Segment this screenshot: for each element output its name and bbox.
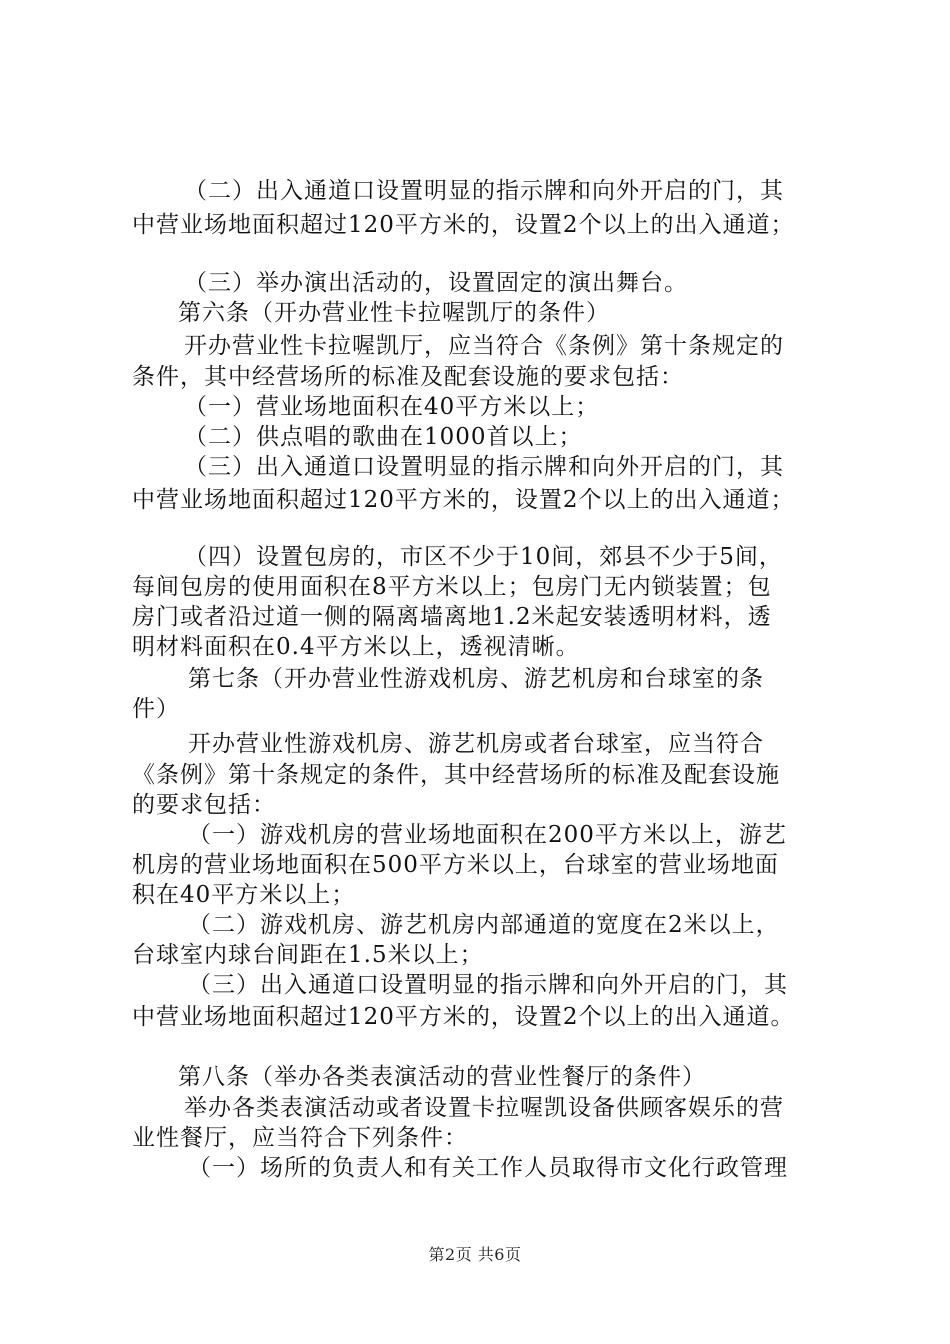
article-heading: 第八条（举办各类表演活动的营业性餐厅的条件） — [178, 1064, 706, 1090]
paragraph-line: （一）场所的负责人和有关工作人员取得市文化行政管理 — [188, 1155, 788, 1181]
paragraph-line: （三）出入通道口设置明显的指示牌和向外开启的门，其 — [184, 454, 784, 480]
paragraph-line: 中营业场地面积超过120平方米的，设置2个以上的出入通道； — [132, 212, 795, 238]
paragraph-line: 开办营业性游戏机房、游艺机房或者台球室，应当符合 — [188, 731, 764, 757]
page-footer: 第2页 共6页 — [428, 1245, 522, 1264]
paragraph-line: 明材料面积在0.4平方米以上，透视清晰。 — [132, 634, 580, 660]
paragraph-line: 中营业场地面积超过120平方米的，设置2个以上的出入通道。 — [132, 1004, 795, 1030]
paragraph-line: （二）供点唱的歌曲在1000首以上； — [184, 424, 583, 450]
paragraph-line: （二）出入通道口设置明显的指示牌和向外开启的门，其 — [184, 178, 784, 204]
paragraph-line: 机房的营业场地面积在500平方米以上，台球室的营业场地面 — [132, 852, 779, 878]
paragraph-line: 举办各类表演活动或者设置卡拉喔凯设备供顾客娱乐的营 — [184, 1095, 784, 1121]
paragraph-line: （一）游戏机房的营业场地面积在200平方米以上，游艺 — [188, 822, 787, 848]
paragraph-line: （四）设置包房的，市区不少于10间，郊县不少于5间， — [184, 544, 783, 570]
paragraph-line: 台球室内球台间距在1.5米以上； — [132, 942, 484, 968]
paragraph-line: （三）举办演出活动的，设置固定的演出舞台。 — [184, 270, 688, 296]
paragraph-line: 业性餐厅，应当符合下列条件： — [132, 1125, 468, 1151]
paragraph-line: 每间包房的使用面积在8平方米以上；包房门无内锁装置；包 — [132, 574, 772, 600]
paragraph-line: 中营业场地面积超过120平方米的，设置2个以上的出入通道； — [132, 487, 795, 513]
paragraph-line: 积在40平方米以上； — [132, 882, 356, 908]
paragraph-line: （三）出入通道口设置明显的指示牌和向外开启的门，其 — [188, 972, 788, 998]
paragraph-line: 开办营业性卡拉喔凯厅，应当符合《条例》第十条规定的 — [184, 333, 784, 359]
paragraph-line: （二）游戏机房、游艺机房内部通道的宽度在2米以上， — [188, 912, 780, 938]
article-heading: 第七条（开办营业性游戏机房、游艺机房和台球室的条 — [188, 666, 764, 692]
paragraph-line: （一）营业场地面积在40平方米以上； — [184, 394, 600, 420]
article-heading: 件） — [132, 696, 180, 722]
paragraph-line: 房门或者沿过道一侧的隔离墙离地1.2米起安装透明材料，透 — [132, 604, 772, 630]
article-heading: 第六条（开办营业性卡拉喔凯厅的条件） — [178, 300, 610, 326]
paragraph-line: 的要求包括： — [132, 792, 276, 818]
paragraph-line: 《条例》第十条规定的条件，其中经营场所的标准及配套设施 — [132, 762, 780, 788]
paragraph-line: 条件，其中经营场所的标准及配套设施的要求包括： — [132, 364, 684, 390]
